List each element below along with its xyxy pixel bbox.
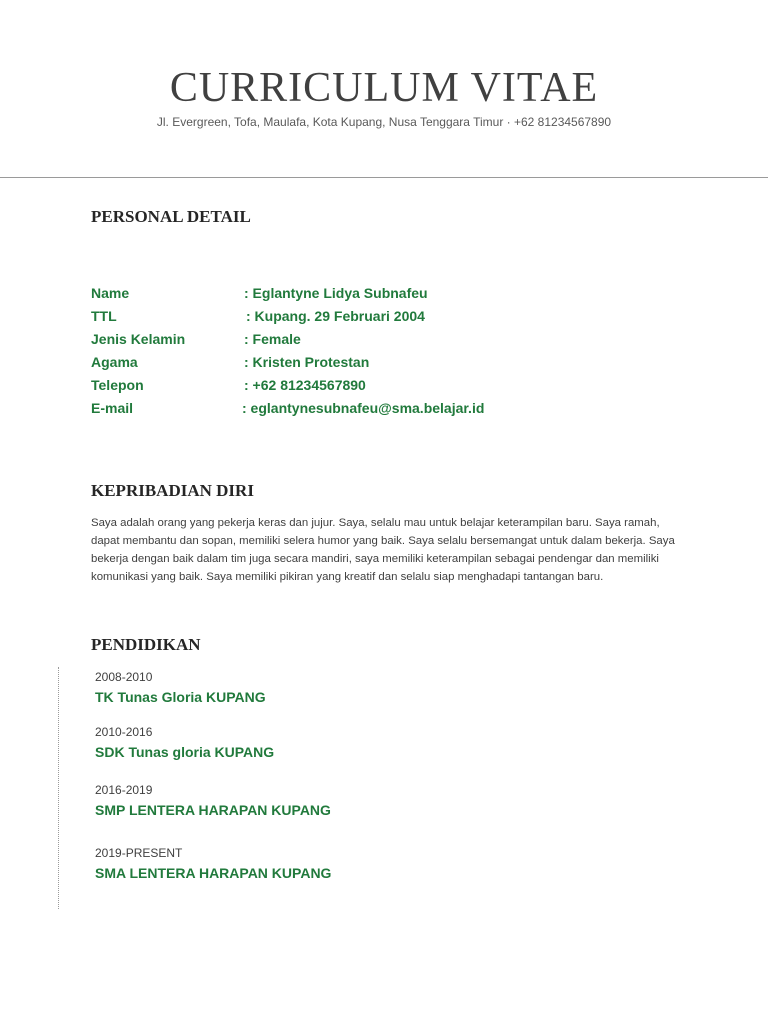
detail-value: : Eglantyne Lidya Subnafeu xyxy=(244,285,428,301)
detail-value: : Kupang. 29 Februari 2004 xyxy=(246,308,425,324)
detail-label: TTL xyxy=(91,308,117,324)
page-title: CURRICULUM VITAE xyxy=(169,65,599,111)
education-item xyxy=(95,724,595,762)
detail-row-name xyxy=(91,282,691,304)
education-item xyxy=(95,669,595,707)
detail-label: E-mail xyxy=(91,400,134,416)
header-divider xyxy=(0,177,768,178)
education-year: 2008-2010 xyxy=(95,670,153,684)
education-school: SMP LENTERA HARAPAN KUPANG xyxy=(95,802,331,818)
education-year: 2019-PRESENT xyxy=(95,846,183,860)
detail-label: Jenis Kelamin xyxy=(91,331,186,347)
detail-row-email xyxy=(91,397,691,419)
detail-value: : Female xyxy=(244,331,301,347)
detail-label: Agama xyxy=(91,354,138,370)
detail-row-gender xyxy=(91,328,691,350)
personal-detail-heading: PERSONAL DETAIL xyxy=(91,207,251,226)
timeline-divider xyxy=(58,667,59,909)
detail-value: : +62 81234567890 xyxy=(244,377,366,393)
detail-value: : eglantynesubnafeu@sma.belajar.id xyxy=(242,400,485,416)
education-year: 2010-2016 xyxy=(95,725,153,739)
education-item xyxy=(95,782,595,820)
detail-label: Name xyxy=(91,285,130,301)
education-year: 2016-2019 xyxy=(95,783,153,797)
detail-row-ttl xyxy=(91,305,691,327)
education-school: TK Tunas Gloria KUPANG xyxy=(95,689,266,705)
education-school: SMA LENTERA HARAPAN KUPANG xyxy=(95,865,332,881)
contact-address: Jl. Evergreen, Tofa, Maulafa, Kota Kupang, Nusa Tenggara Timur · +62 81234567890 xyxy=(156,115,612,129)
detail-row-religion xyxy=(91,351,691,373)
kepribadian-paragraph: Saya adalah orang yang pekerja keras dan jujur. Saya, selalu mau untuk belajar keterampilan baru. Saya ramah, dapat membantu dan sopan, memiliki selera humor yang baik. Saya selalu bersemangat untuk dalam bekerja. Saya bekerja dengan baik dalam tim juga secara mandiri, saya memiliki keterampilan sebagai pendengar dan memiliki komunikasi yang baik. Saya memiliki pikiran yang kreatif dan selalu siap menghadapi tantangan baru. xyxy=(91,517,675,583)
detail-label: Telepon xyxy=(91,377,144,393)
kepribadian-heading: KEPRIBADIAN DIRI xyxy=(91,481,254,500)
pendidikan-heading: PENDIDIKAN xyxy=(91,635,201,654)
detail-value: : Kristen Protestan xyxy=(244,354,370,370)
detail-row-phone xyxy=(91,374,691,396)
education-school: SDK Tunas gloria KUPANG xyxy=(95,744,275,760)
education-item xyxy=(95,845,595,883)
